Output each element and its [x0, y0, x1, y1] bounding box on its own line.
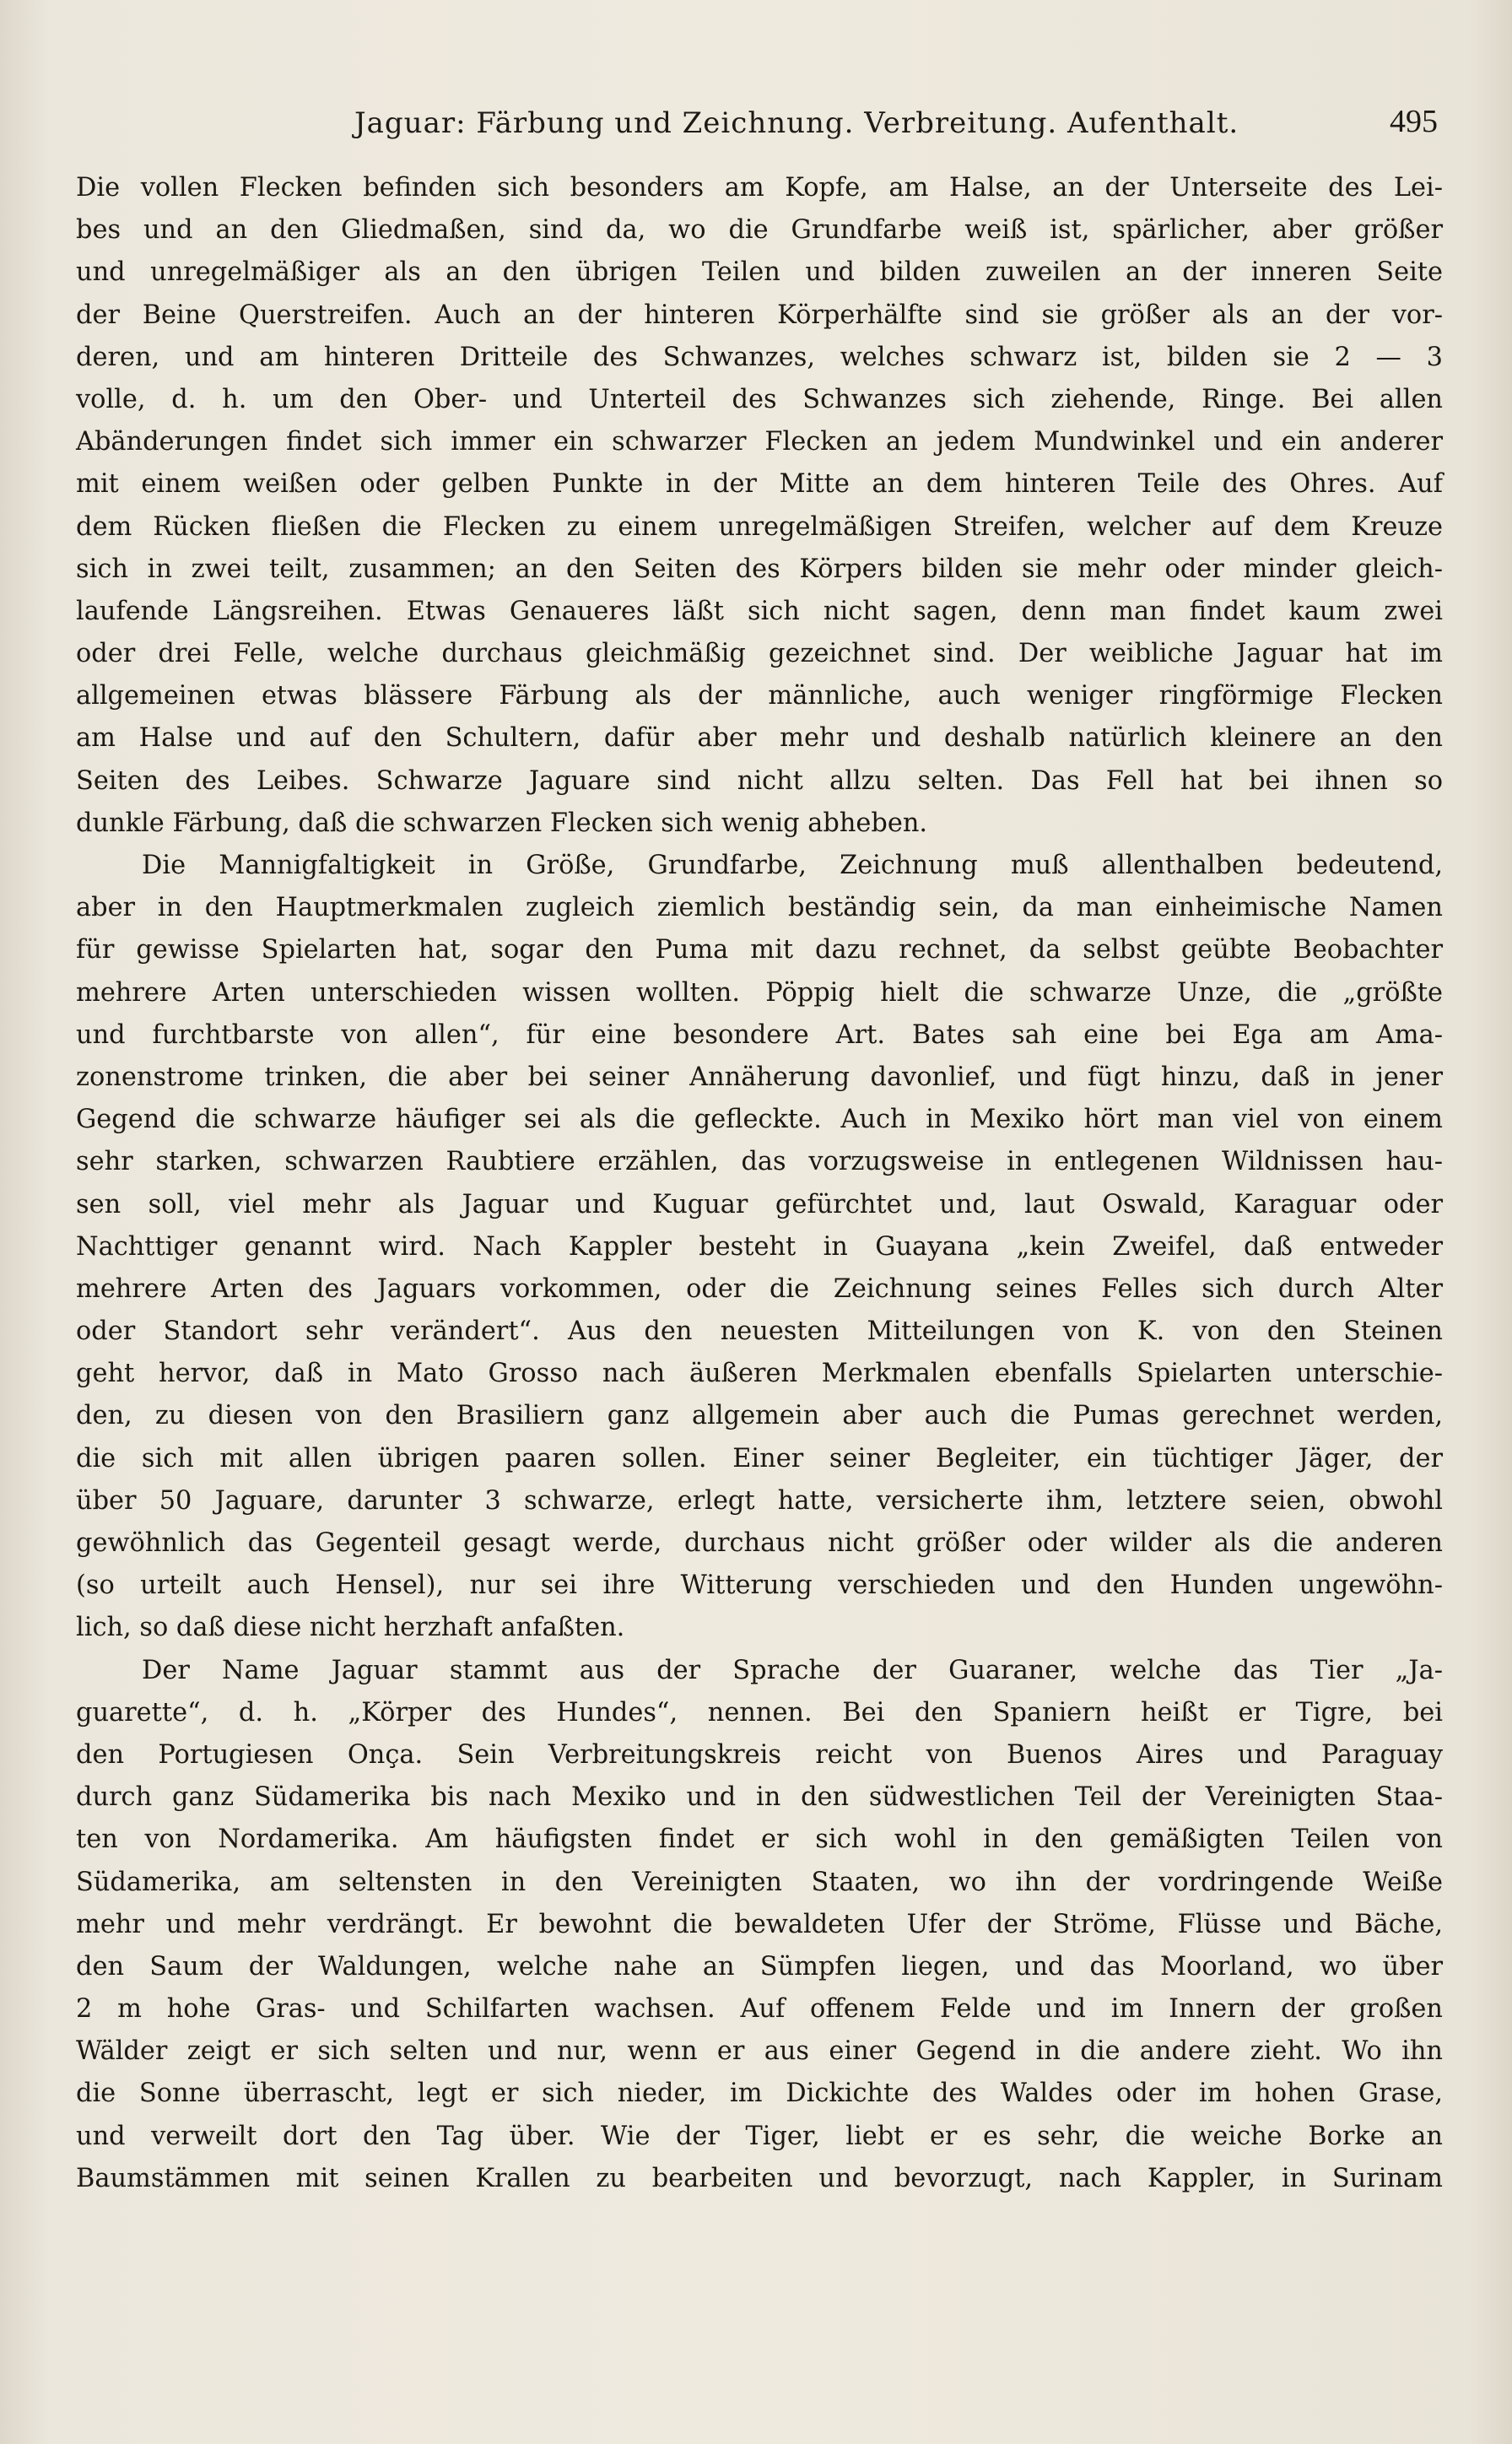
text-line: oder Standort sehr verändert“. Aus den neuesten Mitteilungen von K. von den Steinen	[76, 1317, 1443, 1347]
text-line: Seiten des Leibes. Schwarze Jaguare sind nicht allzu selten. Das Fell hat bei ihnen so	[76, 765, 1443, 796]
text-line: sich in zwei teilt, zusammen; an den Seiten des Körpers bilden sie mehr oder minder gleich-	[76, 554, 1443, 584]
text-line: laufende Längsreihen. Etwas Genaueres läßt sich nicht sagen, denn man findet kaum zwei	[76, 596, 1443, 626]
text-line: dem Rücken fließen die Flecken zu einem unregelmäßigen Streifen, welcher auf dem Kreuze	[76, 511, 1443, 542]
text-line: über 50 Jaguare, darunter 3 schwarze, erlegt hatte, versicherte ihm, letztere seien, obwohl	[76, 1485, 1443, 1516]
text-line: oder drei Felle, welche durchaus gleichmäßig gezeichnet sind. Der weibliche Jaguar hat im	[76, 639, 1443, 669]
text-line: volle, d. h. um den Ober- und Unterteil des Schwanzes sich ziehende, Ringe. Bei allen	[76, 384, 1443, 414]
text-line: dunkle Färbung, daß die schwarzen Flecken sich wenig abheben.	[76, 808, 928, 838]
body-text	[76, 167, 1443, 2361]
text-line: (so urteilt auch Hensel), nur sei ihre Witterung verschieden und den Hunden ungewöhn-	[76, 1571, 1443, 1601]
text-line: Gegend die schwarze häufiger sei als die gefleckte. Auch in Mexiko hört man viel von einem	[76, 1105, 1443, 1135]
text-line: Der Name Jaguar stammt aus der Sprache der Guaraner, welche das Tier „Ja-	[142, 1655, 1443, 1685]
text-line: Südamerika, am seltensten in den Vereinigten Staaten, wo ihn der vordringende Weiße	[76, 1867, 1443, 1897]
text-line: Die Mannigfaltigkeit in Größe, Grundfarbe, Zeichnung muß allenthalben bedeutend,	[142, 851, 1443, 880]
text-line: Wälder zeigt er sich selten und nur, wenn er aus einer Gegend in die andere zieht. Wo ihn	[76, 2036, 1443, 2067]
text-line: mehr und mehr verdrängt. Er bewohnt die bewaldeten Ufer der Ströme, Flüsse und Bäche,	[76, 1909, 1443, 1939]
page-number: 495	[1390, 104, 1438, 139]
text-line: den Saum der Waldungen, welche nahe an Sümpfen liegen, und das Moorland, wo über	[76, 1951, 1443, 1982]
text-line: aber in den Hauptmerkmalen zugleich ziemlich beständig sein, da man einheimische Namen	[76, 893, 1443, 923]
text-line: Abänderungen findet sich immer ein schwarzer Flecken an jedem Mundwinkel und ein anderer	[76, 427, 1443, 457]
text-line: mit einem weißen oder gelben Punkte in der Mitte an dem hinteren Teile des Ohres. Auf	[76, 469, 1443, 500]
running-head: Jaguar: Färbung und Zeichnung. Verbreitung. Aufenthalt.	[354, 106, 1239, 140]
text-line: den, zu diesen von den Brasiliern ganz allgemein aber auch die Pumas gerechnet werden,	[76, 1401, 1443, 1431]
text-line: ten von Nordamerika. Am häufigsten findet er sich wohl in den gemäßigten Teilen von	[76, 1825, 1443, 1855]
page-header	[76, 100, 1443, 150]
text-line: am Halse und auf den Schultern, dafür aber mehr und deshalb natürlich kleinere an den	[76, 723, 1443, 754]
text-line: sehr starken, schwarzen Raubtiere erzählen, das vorzugsweise in entlegenen Wildnissen hau-	[76, 1147, 1443, 1177]
text-line: lich, so daß diese nicht herzhaft anfaßten.	[76, 1613, 625, 1643]
text-line: und unregelmäßiger als an den übrigen Teilen und bilden zuweilen an der inneren Seite	[76, 257, 1443, 288]
paragraph-1	[76, 167, 1443, 845]
text-line: der Beine Querstreifen. Auch an der hinteren Körperhälfte sind sie größer als an der vor-	[76, 300, 1443, 330]
text-line: Nachttiger genannt wird. Nach Kappler besteht in Guayana „kein Zweifel, daß entweder	[76, 1231, 1443, 1262]
text-line: die sich mit allen übrigen paaren sollen. Einer seiner Begleiter, ein tüchtiger Jäger, der	[76, 1443, 1443, 1473]
text-line: die Sonne überrascht, legt er sich nieder, im Dickichte des Waldes oder im hohen Grase,	[76, 2079, 1443, 2109]
text-line: bes und an den Gliedmaßen, sind da, wo die Grundfarbe weiß ist, spärlicher, aber größer	[76, 215, 1443, 246]
text-line: geht hervor, daß in Mato Grosso nach äußeren Merkmalen ebenfalls Spielarten unterschie-	[76, 1359, 1443, 1389]
text-line: allgemeinen etwas blässere Färbung als der männliche, auch weniger ringförmige Flecken	[76, 681, 1443, 711]
text-line: durch ganz Südamerika bis nach Mexiko und in den südwestlichen Teil der Vereinigten Staa-	[76, 1782, 1443, 1813]
text-line: zonenstrome trinken, die aber bei seiner Annäherung davonlief, und fügt hinzu, daß in jener	[76, 1062, 1443, 1092]
text-line: den Portugiesen Onça. Sein Verbreitungskreis reicht von Buenos Aires und Paraguay	[76, 1739, 1443, 1770]
text-line: Baumstämmen mit seinen Krallen zu bearbeiten und bevorzugt, nach Kappler, in Surinam	[76, 2163, 1443, 2193]
text-line: und verweilt dort den Tag über. Wie der Tiger, liebt er es sehr, die weiche Borke an	[76, 2121, 1443, 2151]
text-line: gewöhnlich das Gegenteil gesagt werde, durchaus nicht größer oder wilder als die anderen	[76, 1528, 1443, 1558]
paragraph-3	[76, 1650, 1443, 2200]
paragraph-2	[76, 845, 1443, 1650]
text-line: sen soll, viel mehr als Jaguar und Kuguar gefürchtet und, laut Oswald, Karaguar oder	[76, 1189, 1443, 1219]
text-line: Die vollen Flecken befinden sich besonders am Kopfe, am Halse, an der Unterseite des Lei-	[76, 173, 1443, 203]
text-line: und furchtbarste von allen“, für eine besondere Art. Bates sah eine bei Ega am Ama-	[76, 1019, 1443, 1050]
text-line: 2 m hohe Gras- und Schilfarten wachsen. Auf offenem Felde und im Innern der großen	[76, 1994, 1443, 2025]
text-line: mehrere Arten des Jaguars vorkommen, oder die Zeichnung seines Felles sich durch Alter	[76, 1273, 1443, 1304]
text-line: für gewisse Spielarten hat, sogar den Puma mit dazu rechnet, da selbst geübte Beobachter	[76, 935, 1443, 965]
text-line: deren, und am hinteren Dritteile des Schwanzes, welches schwarz ist, bilden sie 2 — 3	[76, 342, 1443, 372]
text-line: guarette“, d. h. „Körper des Hundes“, nennen. Bei den Spaniern heißt er Tigre, bei	[76, 1697, 1443, 1728]
text-line: mehrere Arten unterschieden wissen wollten. Pöppig hielt die schwarze Unze, die „größte	[76, 977, 1443, 1008]
